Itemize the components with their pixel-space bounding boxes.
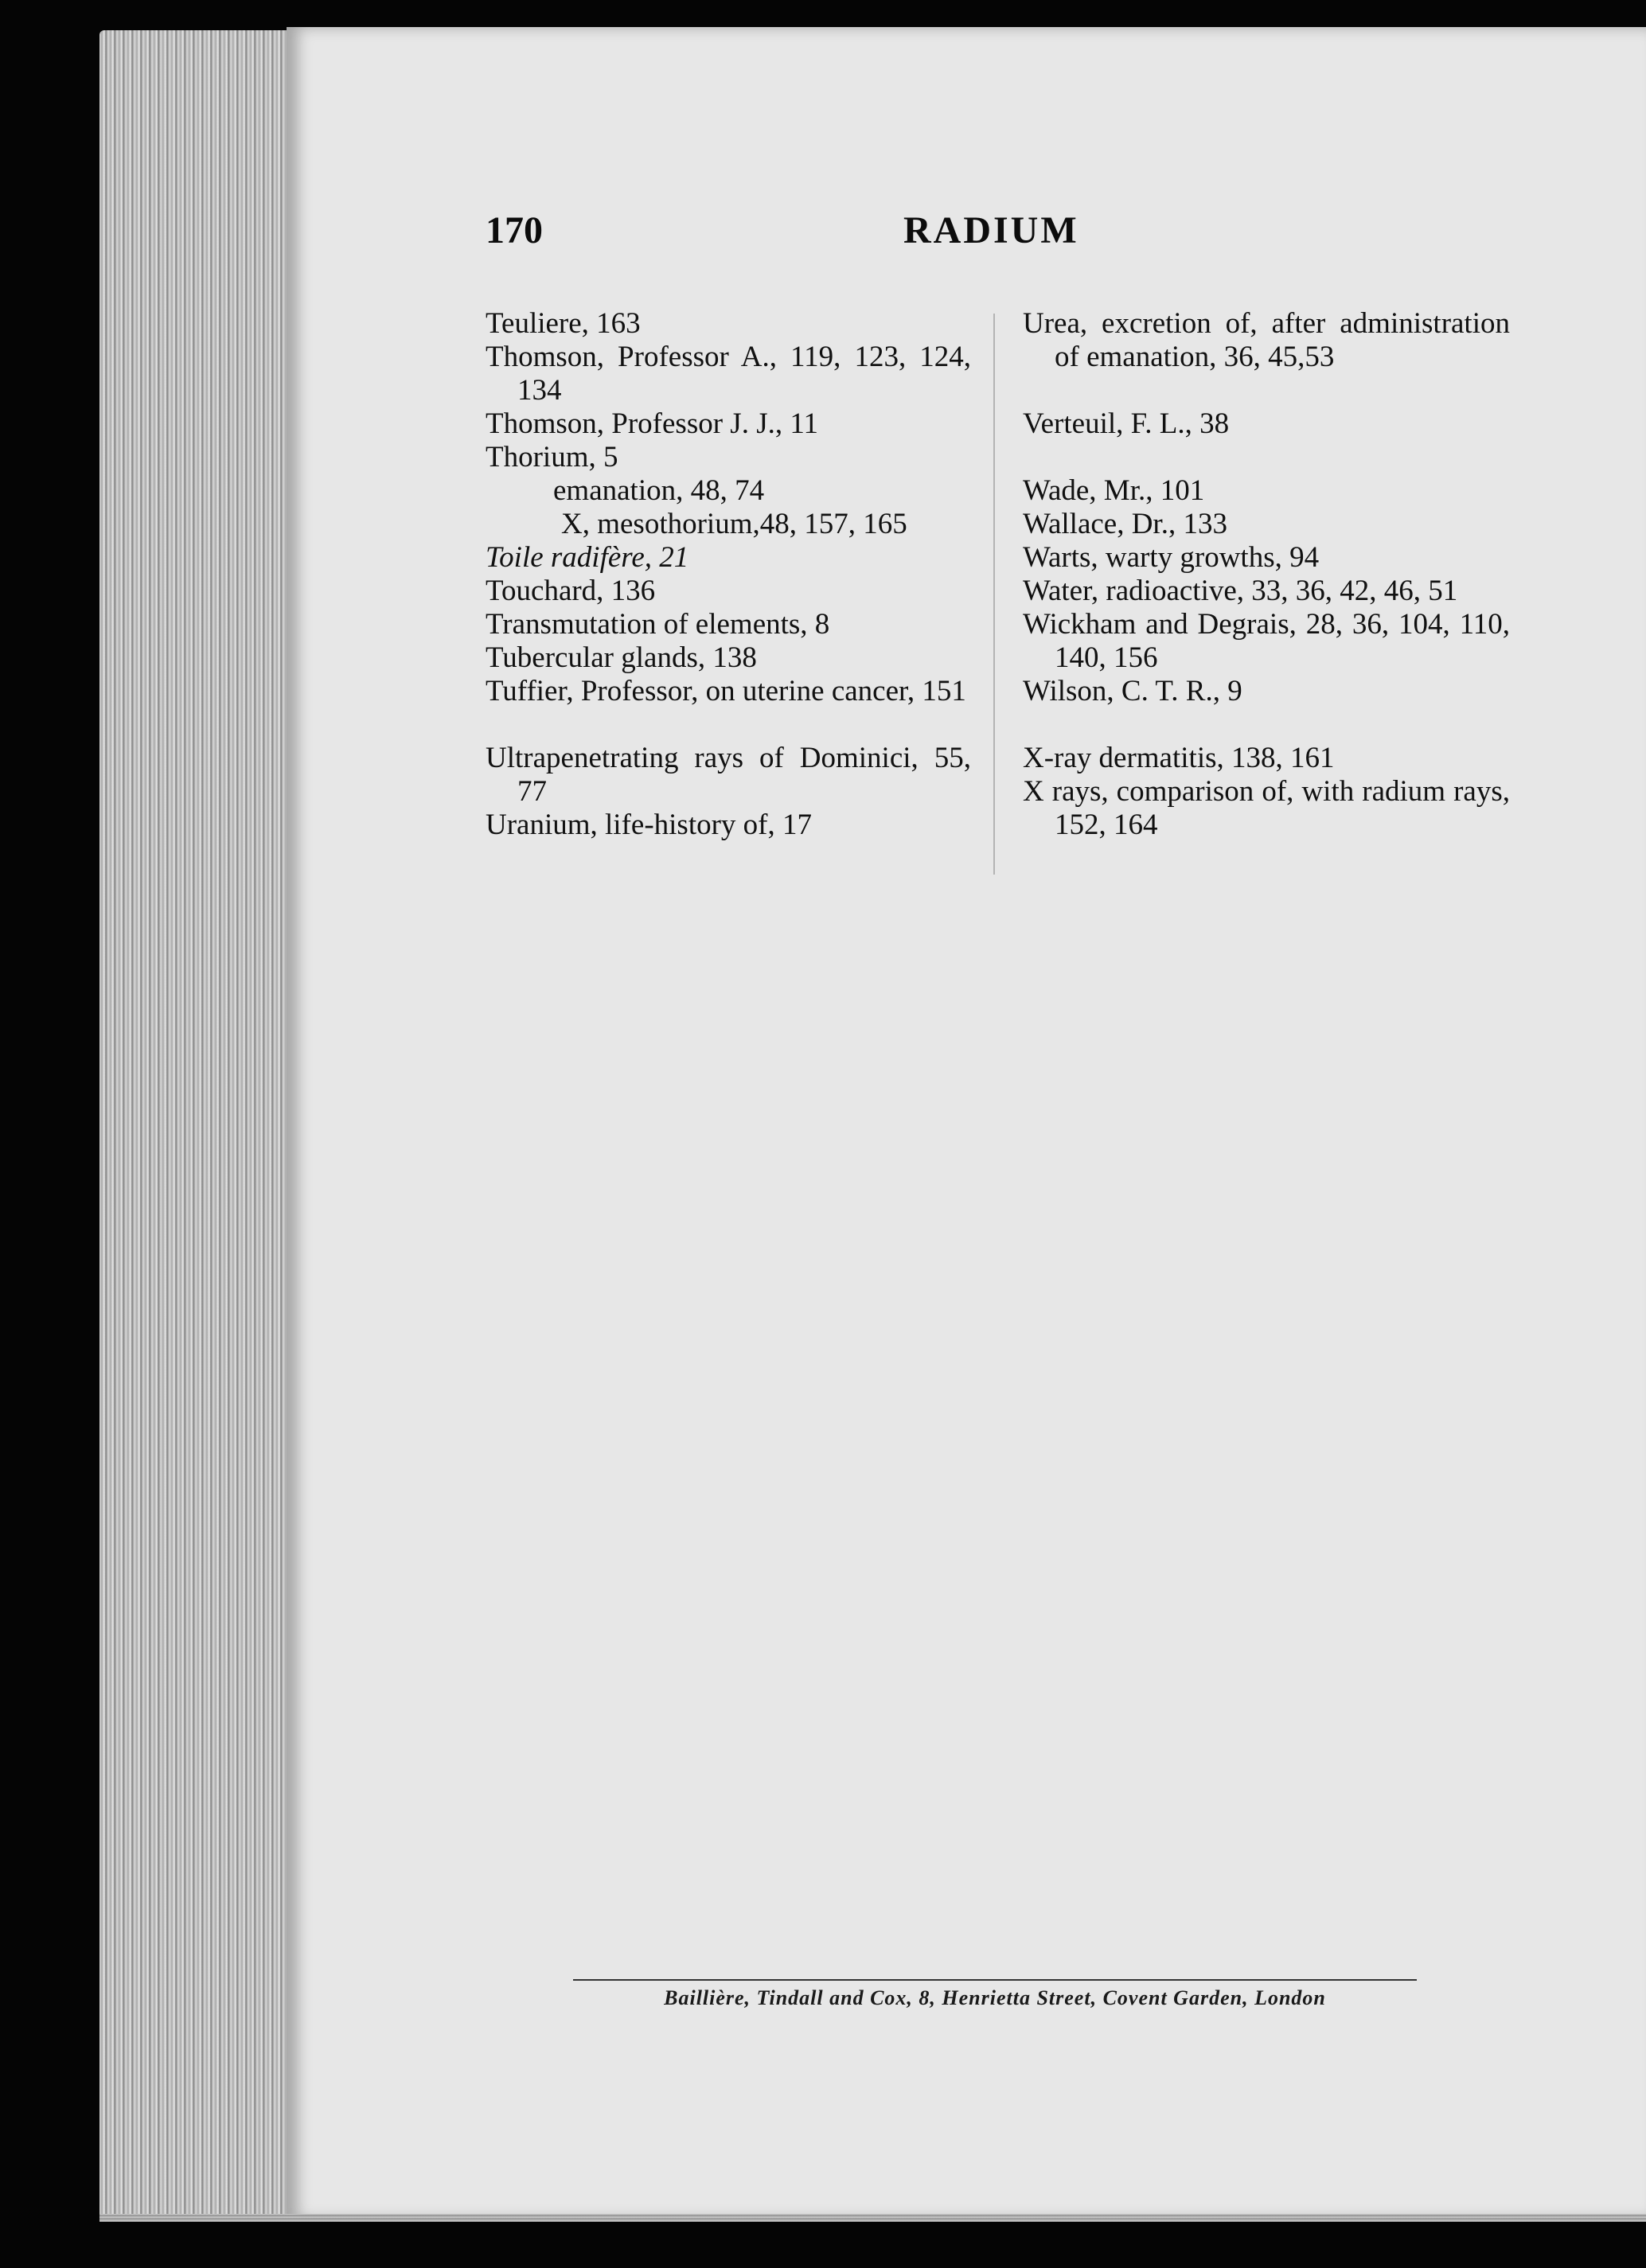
index-entry: X rays, comparison of, with radium rays, 152, 164 [1023, 775, 1510, 841]
index-entry: Thomson, Professor A., 119, 123, 124, 134 [486, 341, 971, 407]
book-page-edges [99, 30, 291, 2219]
index-entry: Wade, Mr., 101 [1023, 474, 1205, 507]
index-entry: Wickham and Degrais, 28, 36, 104, 110, 140, 156 [1023, 608, 1510, 674]
index-entry: Touchard, 136 [486, 575, 656, 607]
index-entry: Tuffier, Professor, on uterine cancer, 151 [486, 675, 966, 707]
index-entry: Warts, warty growths, 94 [1023, 541, 1320, 574]
index-entry: Toile radifère, 21 [486, 541, 689, 574]
index-entry: Urea, excretion of, after administration of emanation, 36, 45,53 [1023, 307, 1510, 373]
letter-group-gap [1023, 441, 1510, 474]
letter-group-gap [486, 708, 971, 742]
index-entry: Verteuil, F. L., 38 [1023, 407, 1230, 440]
letter-group-gap [1023, 374, 1510, 407]
index-entry: Uranium, life-history of, 17 [486, 809, 812, 841]
index-entry: Thomson, Professor J. J., 11 [486, 407, 818, 440]
book-bottom-edge [99, 2214, 1646, 2222]
index-subentry: emanation, 48, 74 [553, 474, 765, 507]
index-entry: X-ray dermatitis, 138, 161 [1023, 742, 1335, 774]
running-head: RADIUM [903, 209, 1079, 251]
publisher-imprint: Baillière, Tindall and Cox, 8, Henrietta Street, Covent Garden, London [664, 1986, 1326, 2009]
index-entry: Ultrapenetrating rays of Dominici, 55, 77 [486, 742, 971, 808]
page-number: 170 [486, 209, 543, 251]
index-subentry: X, mesothorium,48, 157, 165 [561, 508, 907, 540]
index-entry: Thorium, 5 [486, 441, 618, 473]
footer-rule [573, 1979, 1417, 1981]
index-entry: Teuliere, 163 [486, 307, 641, 340]
index-entry: Wallace, Dr., 133 [1023, 508, 1227, 540]
index-column-right [1023, 307, 1510, 842]
index-entry: Transmutation of elements, 8 [486, 608, 830, 641]
index-entry: Water, radioactive, 33, 36, 42, 46, 51 [1023, 575, 1458, 607]
index-entry: Tubercular glands, 138 [486, 641, 757, 674]
index-column-left [486, 307, 971, 842]
index-entry: Wilson, C. T. R., 9 [1023, 675, 1242, 707]
letter-group-gap [1023, 708, 1510, 742]
book-page [287, 27, 1646, 2219]
column-divider [993, 314, 995, 875]
